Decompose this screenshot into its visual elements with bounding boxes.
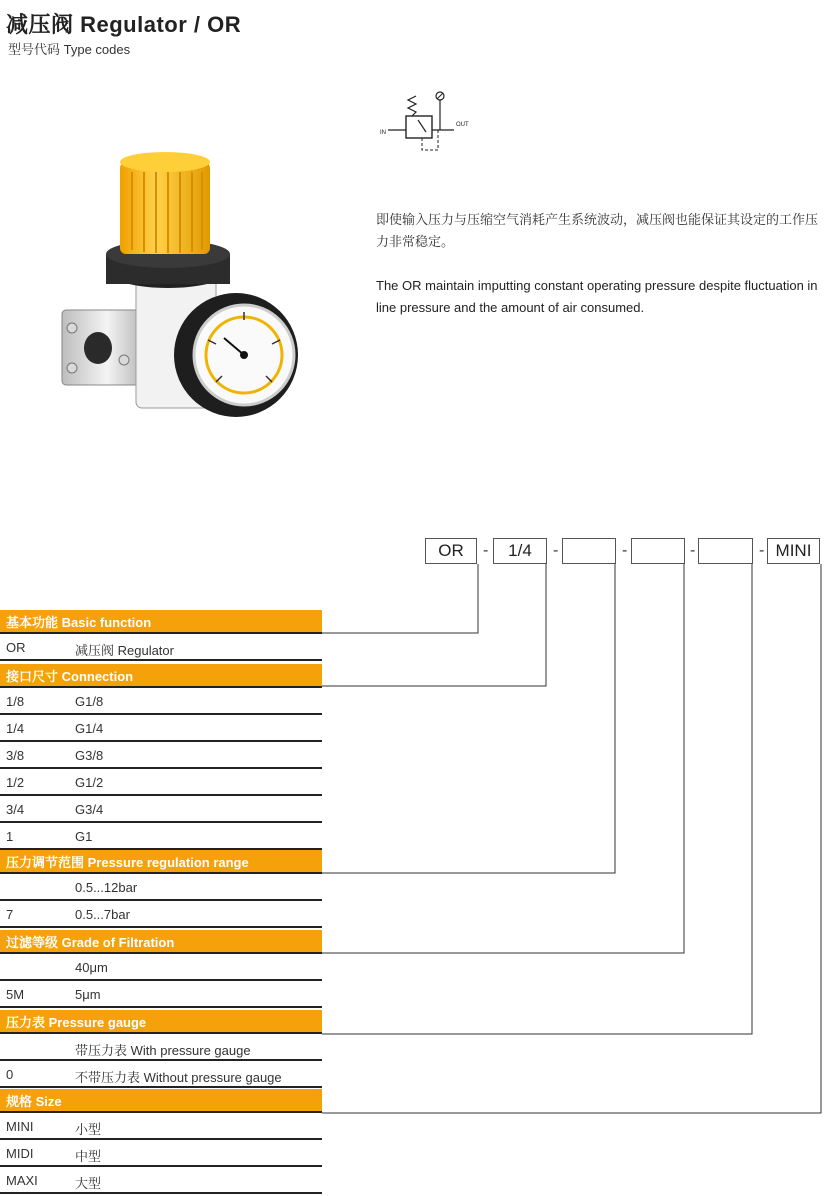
row-code: MINI: [6, 1119, 34, 1134]
code-dash: -: [483, 542, 489, 559]
table-row: [0, 769, 322, 796]
row-value: G1: [75, 829, 93, 844]
description-cn: 即使输入压力与压缩空气消耗产生系统波动，减压阀也能保证其设定的工作压力非常稳定。: [376, 213, 819, 250]
row-value: 小型: [75, 1122, 102, 1137]
table-row: [0, 981, 322, 1008]
code-dash: -: [622, 542, 628, 559]
table-row: [0, 1034, 322, 1061]
table-row: [0, 874, 322, 901]
section-header-connection: 接口尺寸 Connection: [0, 664, 322, 688]
row-value: G1/4: [75, 721, 104, 736]
code-box-connection: 1/4: [493, 538, 547, 564]
section-header-filtration: 过滤等级 Grade of Filtration: [0, 930, 322, 954]
table-row: [0, 1113, 322, 1140]
row-value: 5μm: [75, 987, 101, 1002]
symbol-out-label: OUT: [456, 122, 469, 128]
row-value: 带压力表 With pressure gauge: [75, 1043, 251, 1058]
table-row: [0, 901, 322, 928]
description-en: The OR maintain imputting constant operating pressure despite fluctuation in line pressure and the amount of air consumed.: [376, 278, 818, 315]
row-code: 1/8: [6, 694, 25, 709]
table-row: [0, 1140, 322, 1167]
row-value: 中型: [75, 1149, 102, 1164]
row-value: 40μm: [75, 960, 108, 975]
code-dash: -: [690, 542, 696, 559]
section-header-pressure-gauge: 压力表 Pressure gauge: [0, 1010, 322, 1034]
section-header-basic-function: 基本功能 Basic function: [0, 610, 322, 634]
code-box-function: OR: [425, 538, 477, 564]
table-row: [0, 742, 322, 769]
row-value: G1/8: [75, 694, 104, 709]
code-box-size: MINI: [767, 538, 820, 564]
table-row: [0, 634, 322, 661]
row-code: 5M: [6, 987, 25, 1002]
symbol-in-label: IN: [380, 130, 386, 136]
table-row: [0, 1167, 322, 1194]
table-row: [0, 1061, 322, 1088]
table-row: [0, 796, 322, 823]
row-code: 1/4: [6, 721, 25, 736]
table-row: [0, 954, 322, 981]
table-row: [0, 823, 322, 850]
row-code: 1/2: [6, 775, 25, 790]
row-value: 减压阀 Regulator: [75, 643, 174, 658]
row-code: 7: [6, 907, 14, 922]
row-code: 1: [6, 829, 14, 844]
table-row: [0, 688, 322, 715]
code-dash: -: [553, 542, 559, 559]
row-value: 大型: [75, 1176, 102, 1191]
row-value: G1/2: [75, 775, 104, 790]
row-value: G3/8: [75, 748, 104, 763]
row-code: OR: [6, 640, 26, 655]
row-code: 0: [6, 1067, 14, 1082]
page-subtitle: 型号代码 Type codes: [8, 42, 131, 57]
table-row: [0, 715, 322, 742]
row-value: 0.5...7bar: [75, 907, 130, 922]
row-value: 不带压力表 Without pressure gauge: [75, 1070, 282, 1085]
row-code: 3/8: [6, 748, 25, 763]
code-dash: -: [759, 542, 765, 559]
row-code: MIDI: [6, 1146, 34, 1161]
section-header-pressure-range: 压力调节范围 Pressure regulation range: [0, 850, 322, 874]
row-code: 3/4: [6, 802, 25, 817]
row-code: MAXI: [6, 1173, 38, 1188]
row-value: G3/4: [75, 802, 104, 817]
section-header-size: 规格 Size: [0, 1089, 322, 1113]
row-value: 0.5...12bar: [75, 880, 138, 895]
page-title: 减压阀 Regulator / OR: [6, 12, 242, 37]
